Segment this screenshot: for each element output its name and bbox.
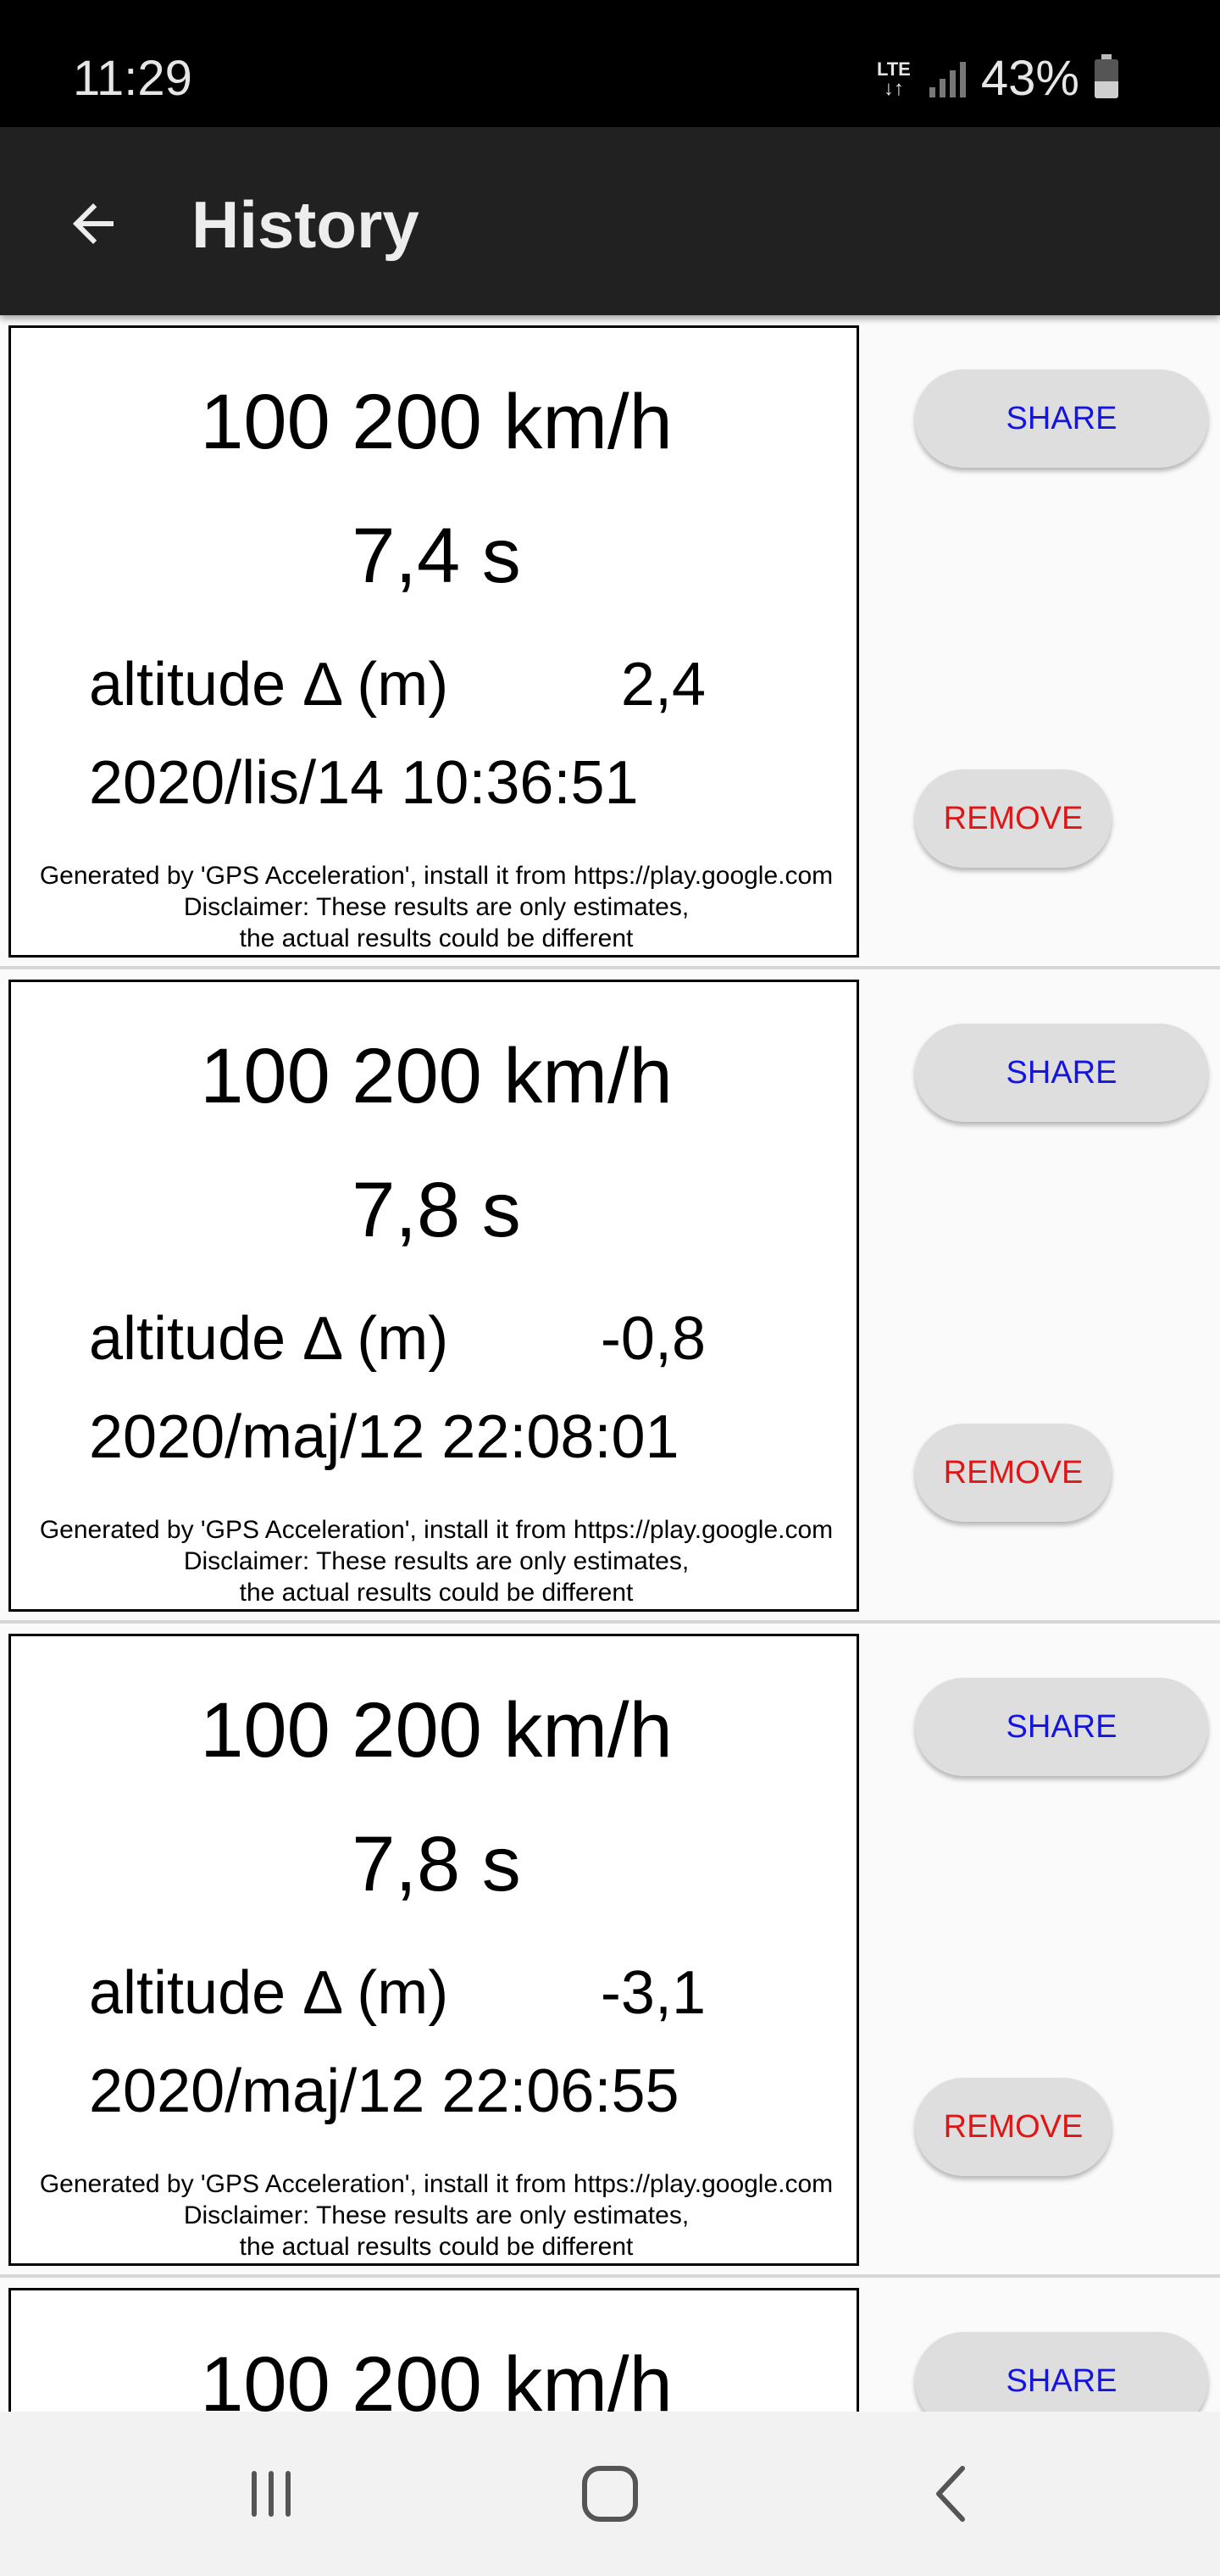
- share-button[interactable]: SHARE: [915, 1024, 1208, 1122]
- card-footer: [11, 860, 862, 954]
- back-chevron-icon: [927, 2462, 978, 2526]
- share-button[interactable]: SHARE: [915, 2332, 1208, 2412]
- share-button[interactable]: SHARE: [915, 1678, 1208, 1776]
- share-button[interactable]: SHARE: [915, 369, 1208, 468]
- footer-generated: Generated by 'GPS Acceleration', install it from https://play.google.com: [39, 1516, 834, 1544]
- data-arrows-icon: ↓↑: [883, 77, 904, 100]
- recents-button[interactable]: [169, 2412, 373, 2576]
- altitude-label: altitude Δ (m): [89, 1959, 449, 2027]
- footer-note: the actual results could be different: [239, 1579, 634, 1607]
- altitude-label: altitude Δ (m): [89, 651, 449, 719]
- remove-button[interactable]: REMOVE: [915, 1424, 1112, 1522]
- home-button[interactable]: [508, 2412, 712, 2576]
- acceleration-time: 7,8 s: [352, 1821, 521, 1907]
- card-footer: [11, 2168, 862, 2262]
- result-card: [8, 325, 859, 958]
- footer-generated: Generated by 'GPS Acceleration', install it from https://play.google.com: [39, 862, 834, 890]
- result-date: 2020/maj/12 22:08:01: [89, 1403, 679, 1471]
- history-list[interactable]: [0, 315, 1220, 2412]
- back-button[interactable]: [51, 181, 136, 266]
- speed-range: 100 200 km/h: [200, 2341, 673, 2412]
- footer-note: the actual results could be different: [239, 2233, 634, 2261]
- result-date: 2020/maj/12 22:06:55: [89, 2057, 679, 2125]
- status-bar: [0, 0, 1220, 127]
- footer-disclaimer: Disclaimer: These results are only estimates,: [183, 2201, 690, 2229]
- card-footer: [11, 1514, 862, 1608]
- list-item: [0, 315, 1220, 969]
- result-card: [8, 2288, 859, 2412]
- speed-range: 100 200 km/h: [200, 1033, 673, 1119]
- lte-label: LTE: [876, 58, 911, 80]
- footer-disclaimer: Disclaimer: These results are only estimates,: [183, 893, 690, 921]
- altitude-label: altitude Δ (m): [89, 1305, 449, 1373]
- result-card: [8, 1634, 859, 2266]
- nav-back-button[interactable]: [851, 2412, 1054, 2576]
- lte-icon: [873, 59, 914, 98]
- recents-icon: [241, 2464, 301, 2523]
- footer-generated: Generated by 'GPS Acceleration', install it from https://play.google.com: [39, 2170, 834, 2198]
- speed-range: 100 200 km/h: [200, 1687, 673, 1774]
- list-item: [0, 969, 1220, 1624]
- list-item: [0, 1624, 1220, 2278]
- altitude-value: 2,4: [620, 651, 706, 719]
- signal-icon: [929, 60, 966, 97]
- remove-button[interactable]: REMOVE: [915, 769, 1112, 868]
- list-item: [0, 2278, 1220, 2412]
- home-icon: [578, 2462, 642, 2526]
- acceleration-time: 7,4 s: [352, 513, 521, 599]
- result-date: 2020/lis/14 10:36:51: [89, 749, 639, 817]
- navigation-bar: [0, 2412, 1220, 2576]
- status-icons: [873, 49, 1118, 108]
- footer-note: the actual results could be different: [239, 924, 634, 952]
- status-time: 11:29: [73, 51, 192, 106]
- battery-icon: [1095, 59, 1118, 98]
- altitude-value: -0,8: [600, 1305, 706, 1373]
- app-bar: [0, 127, 1220, 315]
- result-card: [8, 980, 859, 1612]
- footer-disclaimer: Disclaimer: These results are only estimates,: [183, 1547, 690, 1575]
- battery-percent: 43%: [980, 51, 1079, 106]
- altitude-value: -3,1: [600, 1959, 706, 2027]
- remove-button[interactable]: REMOVE: [915, 2078, 1112, 2176]
- speed-range: 100 200 km/h: [200, 379, 673, 465]
- acceleration-time: 7,8 s: [352, 1167, 521, 1253]
- page-title: History: [191, 187, 419, 262]
- arrow-left-icon: [63, 193, 124, 254]
